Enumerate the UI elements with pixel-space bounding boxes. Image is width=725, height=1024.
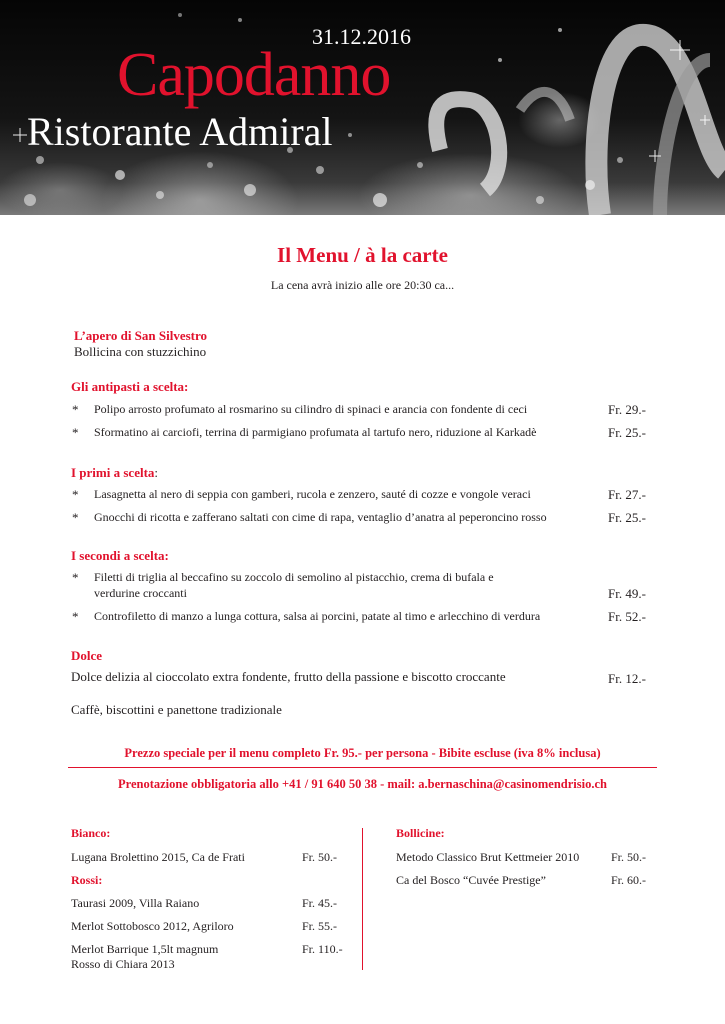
divider: [68, 767, 657, 768]
aperitivo-text: Bollicina con stuzzichino: [74, 344, 207, 359]
dish-name-cont: verdurine croccanti: [94, 586, 187, 600]
wine-name-cont: Rosso di Chiara 2013: [71, 957, 175, 971]
restaurant-name: Ristorante Admiral: [27, 109, 333, 154]
dish-price: Fr. 29.-: [608, 402, 646, 417]
caffe-text: Caffè, biscottini e panettone tradizionale: [71, 702, 282, 717]
list-bullet: *: [72, 487, 79, 502]
wine-bollicine-title: Bollicine:: [396, 826, 445, 840]
dish-name: Filetti di triglia al beccafino su zoccolo di semolino al pistacchio, crema di bufala e: [94, 570, 494, 584]
wine-price: Fr. 50.-: [611, 850, 647, 864]
dish-name: Lasagnetta al nero di seppia con gamberi, rucola e zenzero, sauté di cozze e vongole veraci: [94, 487, 531, 501]
wine-rossi-title: Rossi:: [71, 873, 103, 887]
wine-name: Merlot Sottobosco 2012, Agriloro: [71, 919, 234, 933]
dish-name: Sformatino ai carciofi, terrina di parmigiano profumata al tartufo nero, riduzione al Karkadè: [94, 425, 537, 439]
primi-title: I primi a scelta: [71, 465, 155, 480]
dish-price: Fr. 25.-: [608, 510, 646, 525]
reservation-note: Prenotazione obbligatoria allo +41 / 91 640 50 38 - mail: a.bernaschina@casinomendrisio.ch: [117, 777, 607, 791]
dish-name: Polipo arrosto profumato al rosmarino su cilindro di spinaci e arancia con fondente di ceci: [94, 402, 528, 416]
dish-price: Fr. 52.-: [608, 609, 646, 624]
dish-name: Controfiletto di manzo a lunga cottura, salsa ai porcini, patate al timo e arlecchino di verdura: [94, 609, 541, 623]
list-bullet: *: [72, 609, 79, 624]
wine-name: Merlot Barrique 1,5lt magnum: [71, 942, 219, 956]
dish-price: Fr. 25.-: [608, 425, 646, 440]
dish-price: Fr. 49.-: [608, 586, 646, 601]
primi-title-row: [71, 464, 158, 482]
wine-name: Lugana Brolettino 2015, Ca de Frati: [71, 850, 245, 864]
event-date: 31.12.2016: [312, 24, 411, 49]
wine-name: Ca del Bosco “Cuvée Prestige”: [396, 873, 546, 887]
dolce-text: Dolce delizia al cioccolato extra fondente, frutto della passione e biscotto croccante: [71, 669, 506, 684]
wine-name: Taurasi 2009, Villa Raiano: [71, 896, 200, 910]
secondi-title: I secondi a scelta:: [71, 548, 169, 563]
column-divider: [362, 828, 363, 970]
wine-price: Fr. 45.-: [302, 896, 338, 910]
dish-name: Gnocchi di ricotta e zafferano saltati con cime di rapa, ventaglio d’anatra al peperoncino rosso: [94, 510, 547, 524]
dish-price: Fr. 27.-: [608, 487, 646, 502]
menu-heading: Il Menu / à la carte: [277, 243, 448, 267]
list-bullet: *: [72, 570, 79, 585]
page-title: Capodanno: [117, 41, 391, 109]
dolce-title: Dolce: [71, 648, 103, 663]
special-price-note: Prezzo speciale per il menu completo Fr. 95.- per persona - Bibite escluse (iva 8% inclusa): [124, 746, 601, 760]
wine-price: Fr. 60.-: [611, 873, 647, 887]
menu-intro: La cena avrà inizio alle ore 20:30 ca...: [270, 278, 455, 292]
wine-price: Fr. 55.-: [302, 919, 338, 933]
list-bullet: *: [72, 510, 79, 525]
antipasti-title: Gli antipasti a scelta:: [71, 379, 189, 394]
list-bullet: *: [72, 425, 79, 440]
primi-title-colon: :: [154, 465, 159, 480]
header-banner: [0, 0, 725, 215]
wine-price: Fr. 50.-: [302, 850, 338, 864]
wine-bianco-title: Bianco:: [71, 826, 111, 840]
wine-name: Metodo Classico Brut Kettmeier 2010: [396, 850, 580, 864]
aperitivo-title: L’apero di San Silvestro: [74, 328, 208, 343]
wine-price: Fr. 110.-: [302, 942, 343, 956]
dolce-price: Fr. 12.-: [608, 671, 646, 686]
list-bullet: *: [72, 402, 79, 417]
